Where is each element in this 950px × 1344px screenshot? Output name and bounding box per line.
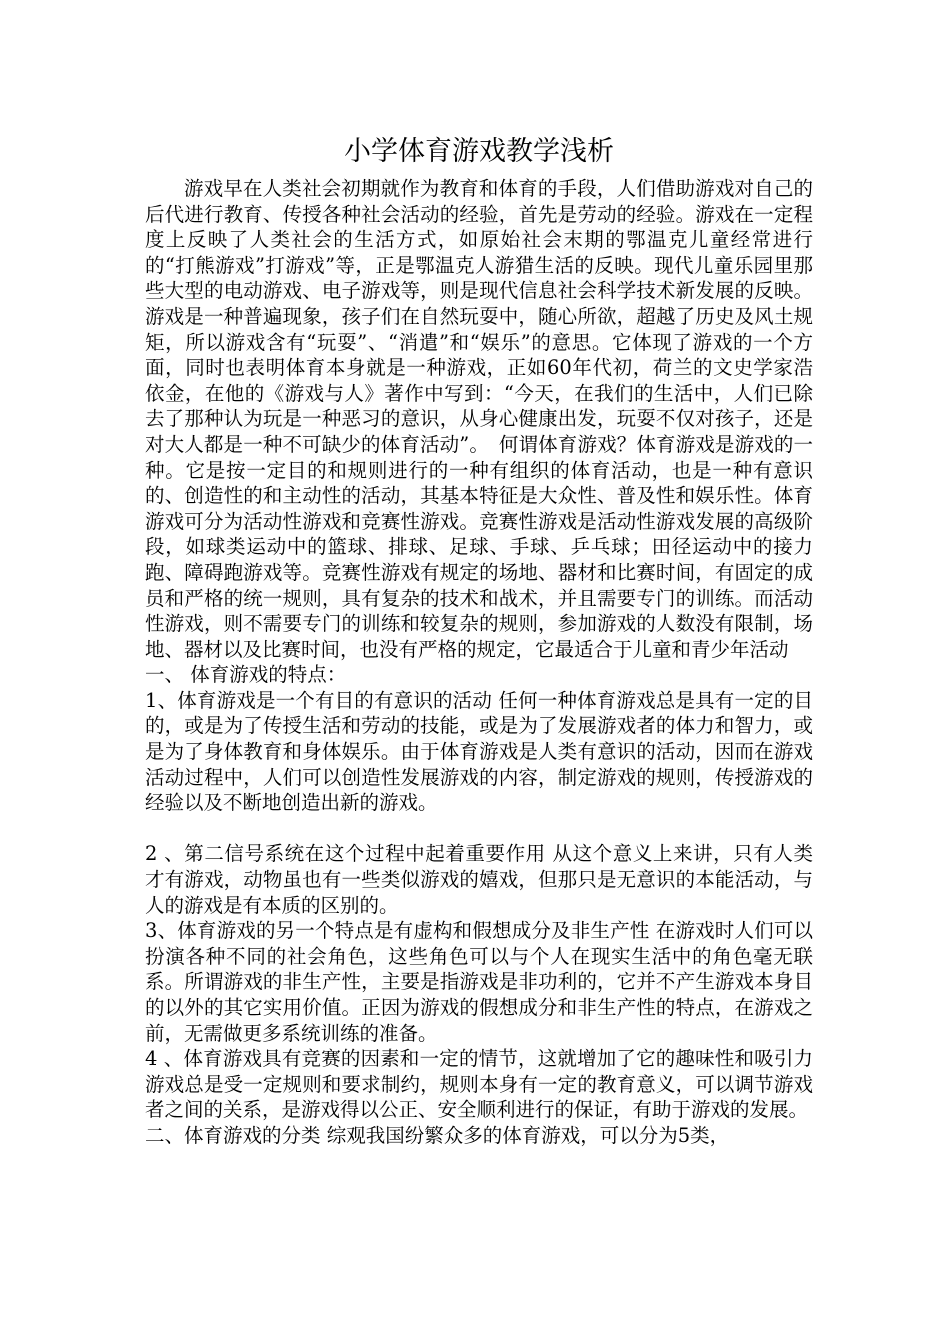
intro-paragraph: 游戏早在人类社会初期就作为教育和体育的手段，人们借助游戏对自己的后代进行教育、传授各种社会活动的经验，首先是劳动的经验。游戏在一定程度上反映了人类社会的生活方式，如原始社会末期的鄂温克儿童经常进行的“打熊游戏”打游戏”等，正是鄂温克人游猎生活的反映。现代儿童乐园里那些大型的电动游戏、电子游戏等，则是现代信息社会科学技术新发展的反映。游戏是一种普遍现象，孩子们在自然玩耍中，随心所欲，超越了历史及风土规矩，所以游戏含有“玩耍”、“消遣”和“娱乐”的意思。它体现了游戏的一个方面，同时也表明体育本身就是一种游戏，正如60年代初，荷兰的文史学家浩依金，在他的《游戏与人》著作中写到：“今天，在我们的生活中，人们已除去了那种认为玩是一种恶习的意识，从身心健康出发，玩耍不仅对孩子，还是对大人都是一种不可缺少的体育活动”。 何谓体育游戏？体育游戏是游戏的一种。它是按一定目的和规则进行的一种有组织的体育活动，也是一种有意识的、创造性的和主动性的活动，其基本特征是大众性、普及性和娱乐性。体育游戏可分为活动性游戏和竞赛性游戏。竞赛性游戏是活动性游戏发展的高级阶段，如球类运动中的篮球、排球、足球、手球、乒乓球；田径运动中的接力跑、障碍跑游戏等。竞赛性游戏有规定的场地、器材和比赛时间，有固定的成员和严格的统一规则，具有复杂的技术和战术，并且需要专门的训练。而活动性游戏，则不需要专门的训练和较复杂的规则，参加游戏的人数没有限制，场地、器材以及比赛时间，也没有严格的规定，它最适合于儿童和青少年活动 xyxy=(145,177,813,661)
point-1-paragraph: 1、体育游戏是一个有目的有意识的活动 任何一种体育游戏总是具有一定的目的，或是为了传授生活和劳动的技能，或是为了发展游戏者的体力和智力，或是为了身体教育和身体娱乐。由于体育游戏是人类有意识的活动，因而在游戏活动过程中，人们可以创造性发展游戏的内容，制定游戏的规则，传授游戏的经验以及不断地创造出新的游戏。 xyxy=(145,688,813,815)
point-3-paragraph: 3、体育游戏的另一个特点是有虚构和假想成分及非生产性 在游戏时人们可以扮演各种不同的社会角色，这些角色可以与个人在现实生活中的角色毫无联系。所谓游戏的非生产性，主要是指游戏是非功利的，它并不产生游戏本身目的以外的其它实用价值。正因为游戏的假想成分和非生产性的特点，在游戏之前，无需做更多系统训练的准备。 xyxy=(145,919,813,1045)
point-2-paragraph: 2 、第二信号系统在这个过程中起着重要作用 从这个意义上来讲，只有人类才有游戏，动物虽也有一些类似游戏的嬉戏，但那只是无意识的本能活动，与人的游戏是有本质的区别的。 xyxy=(145,842,813,917)
document-page xyxy=(145,132,813,1149)
section-2-paragraph: 二、体育游戏的分类 综观我国纷繁众多的体育游戏，可以分为5类， xyxy=(145,1123,730,1147)
document-title: 小学体育游戏教学浅析 xyxy=(344,136,614,167)
section-1-heading: 一、 体育游戏的特点： xyxy=(145,663,347,687)
point-4-paragraph: 4 、体育游戏具有竞赛的因素和一定的情节，这就增加了它的趣味性和吸引力 游戏总是受一定规则和要求制约，规则本身有一定的教育意义，可以调节游戏者之间的关系，是游戏得以公正、安全顺利进行的保证，有助于游戏的发展。 xyxy=(145,1047,813,1122)
